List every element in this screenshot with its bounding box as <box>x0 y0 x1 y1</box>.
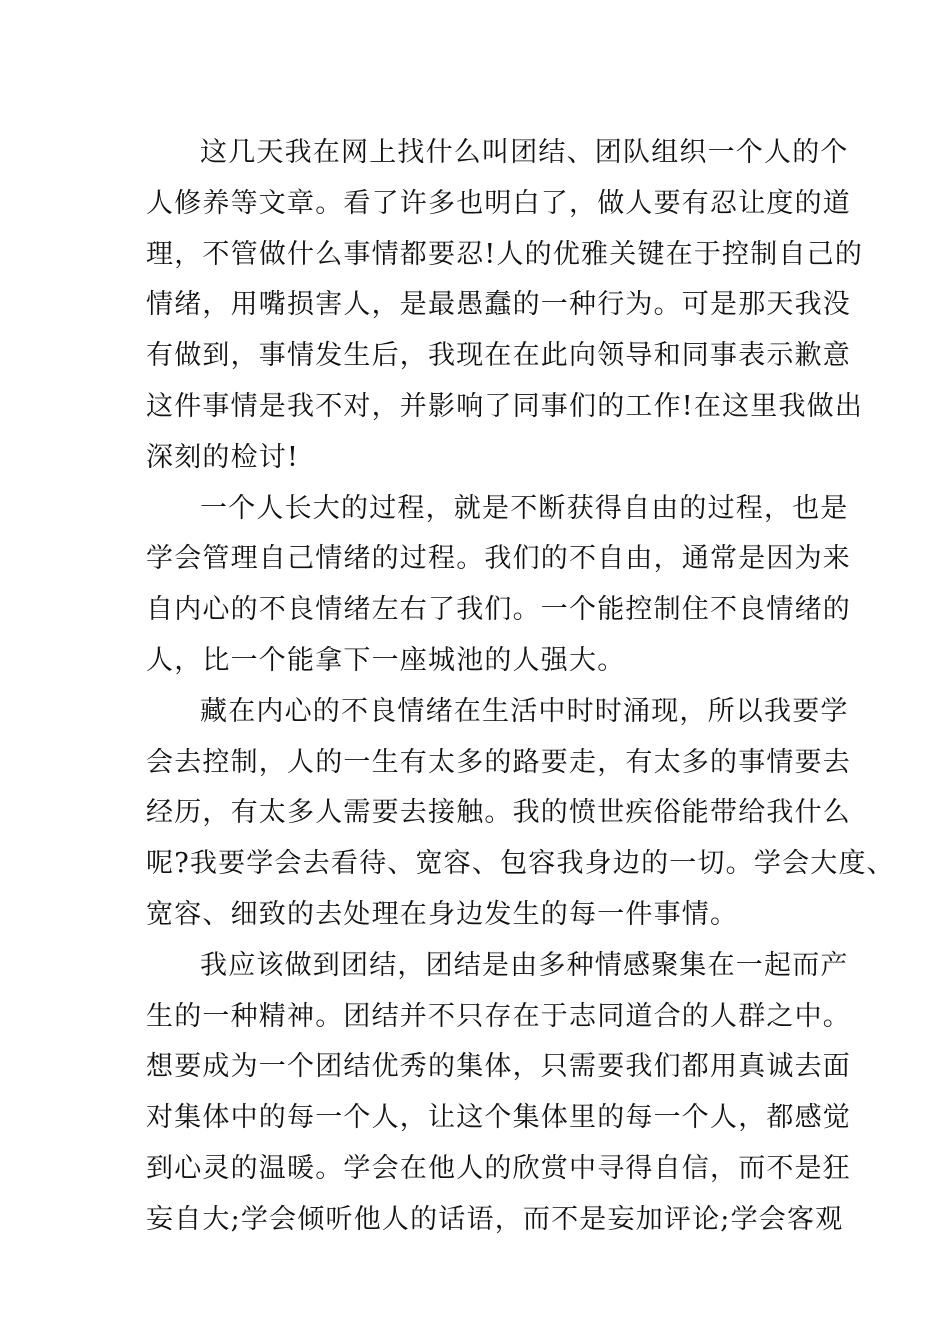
paragraph-line: 学会管理自己情绪的过程。我们的不自由，通常是因为来 <box>146 543 851 575</box>
paragraph-line: 理，不管做什么事情都要忍!人的优雅关键在于控制自己的 <box>146 238 864 270</box>
paragraph-2 <box>146 484 851 687</box>
paragraph-line: 宽容、细致的去处理在身边发生的每一件事情。 <box>146 898 739 930</box>
document-body <box>146 128 895 1246</box>
paragraph-line: 这几天我在网上找什么叫团结、团队组织一个人的个 <box>200 137 849 168</box>
paragraph-line: 一个人长大的过程，就是不断获得自由的过程，也是 <box>200 492 849 524</box>
paragraph-1 <box>146 128 864 484</box>
paragraph-line: 人修养等文章。看了许多也明白了，做人要有忍让度的道 <box>146 187 851 219</box>
paragraph-line: 有做到，事情发生后，我现在在此向领导和同事表示歉意 <box>146 340 851 372</box>
paragraph-line: 妄自大;学会倾听他人的话语，而不是妄加评论;学会客观 <box>146 1203 844 1235</box>
paragraph-line: 会去控制，人的一生有太多的路要走，有太多的事情要去 <box>146 746 851 778</box>
paragraph-line: 情绪，用嘴损害人，是最愚蠢的一种行为。可是那天我没 <box>146 289 851 321</box>
paragraph-4 <box>146 941 851 1246</box>
paragraph-line: 想要成为一个团结优秀的集体，只需要我们都用真诚去面 <box>146 1051 851 1083</box>
paragraph-line: 经历，有太多人需要去接触。我的愤世疾俗能带给我什么 <box>146 797 851 829</box>
paragraph-line: 我应该做到团结，团结是由多种情感聚集在一起而产 <box>200 949 849 981</box>
paragraph-line: 到心灵的温暖。学会在他人的欣赏中寻得自信，而不是狂 <box>146 1152 851 1184</box>
paragraph-line: 深刻的检讨! <box>146 441 300 473</box>
paragraph-line: 呢?我要学会去看待、宽容、包容我身边的一切。学会大度、 <box>146 848 895 880</box>
paragraph-line: 人，比一个能拿下一座城池的人强大。 <box>146 644 626 676</box>
paragraph-3 <box>146 687 895 941</box>
paragraph-line: 对集体中的每一个人，让这个集体里的每一个人，都感觉 <box>146 1102 851 1134</box>
paragraph-line: 藏在内心的不良情绪在生活中时时涌现，所以我要学 <box>200 695 849 727</box>
paragraph-line: 这件事情是我不对，并影响了同事们的工作!在这里我做出 <box>146 390 864 422</box>
paragraph-line: 生的一种精神。团结并不只存在于志同道合的人群之中。 <box>146 1000 851 1032</box>
paragraph-line: 自内心的不良情绪左右了我们。一个能控制住不良情绪的 <box>146 594 851 626</box>
